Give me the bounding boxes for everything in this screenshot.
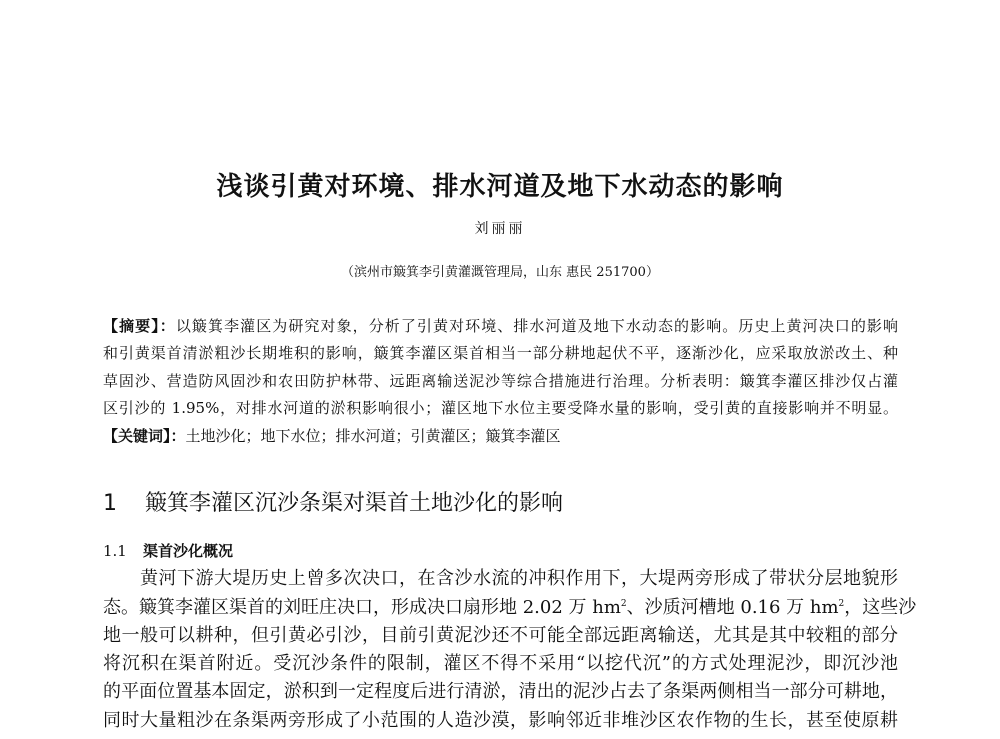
body-line: 同时大量粗沙在条渠两旁形成了小范围的人造沙漠，影响邻近非堆沙区农作物的生长，甚至使原耕 bbox=[103, 710, 898, 731]
author: 刘丽丽 bbox=[474, 221, 526, 237]
section-heading: 1 簸箕李灌区沉沙条渠对渠首土地沙化的影响 bbox=[103, 491, 564, 516]
body-line: 地一般可以耕种，但引黄必引沙，目前引黄泥沙还不可能全部远距离输送，尤其是其中较粗的部分 bbox=[103, 625, 898, 646]
paper-title: 浅谈引黄对环境、排水河道及地下水动态的影响 bbox=[216, 172, 784, 202]
abstract-line: 【摘要】：以簸箕李灌区为研究对象，分析了引黄对环境、排水河道及地下水动态的影响。历史上黄河决口的影响 bbox=[103, 317, 898, 335]
body-line: 的平面位置基本固定，淤积到一定程度后进行清淤，清出的泥沙占去了条渠两侧相当一部分可耕地， bbox=[103, 681, 898, 702]
abstract-line: 草固沙、营造防风固沙和农田防护林带、远距离输送泥沙等综合措施进行治理。分析表明：簸箕李灌区排沙仅占灌 bbox=[103, 372, 898, 390]
keywords bbox=[103, 425, 898, 447]
subsection-heading: 1.1 渠首沙化概况 bbox=[103, 542, 234, 560]
abstract-line: 和引黄渠首清淤粗沙长期堆积的影响，簸箕李灌区渠首相当一部分耕地起伏不平，逐渐沙化，应采取放淤改土、种 bbox=[103, 344, 898, 362]
keywords-text: 土地沙化；地下水位；排水河道；引黄灌区；簸箕李灌区 bbox=[185, 427, 561, 445]
body-line: 将沉积在渠首附近。受沉沙条件的限制，灌区不得不采用“以挖代沉”的方式处理泥沙，即沉沙池 bbox=[103, 653, 898, 674]
keywords-label: 【关键词】： bbox=[103, 427, 186, 445]
body-line: 态。簸箕李灌区渠首的刘旺庄决口，形成决口扇形地 2.02 万 $hm^2$、沙质河槽地 0.16 万 $hm^2$，这些沙 bbox=[103, 597, 917, 618]
body-line: 黄河下游大堤历史上曾多次决口，在含沙水流的冲积作用下，大堤两旁形成了带状分层地貌形 bbox=[140, 568, 898, 589]
affiliation: （滨州市簸箕李引黄灌溉管理局，山东 惠民 251700） bbox=[341, 265, 659, 280]
abstract-label: 【摘要】： bbox=[103, 317, 176, 335]
abstract-line: 区引沙的 1.95%，对排水河道的淤积影响很小；灌区地下水位主要受降水量的影响，受引黄的直接影响并不明显。 bbox=[103, 399, 898, 417]
